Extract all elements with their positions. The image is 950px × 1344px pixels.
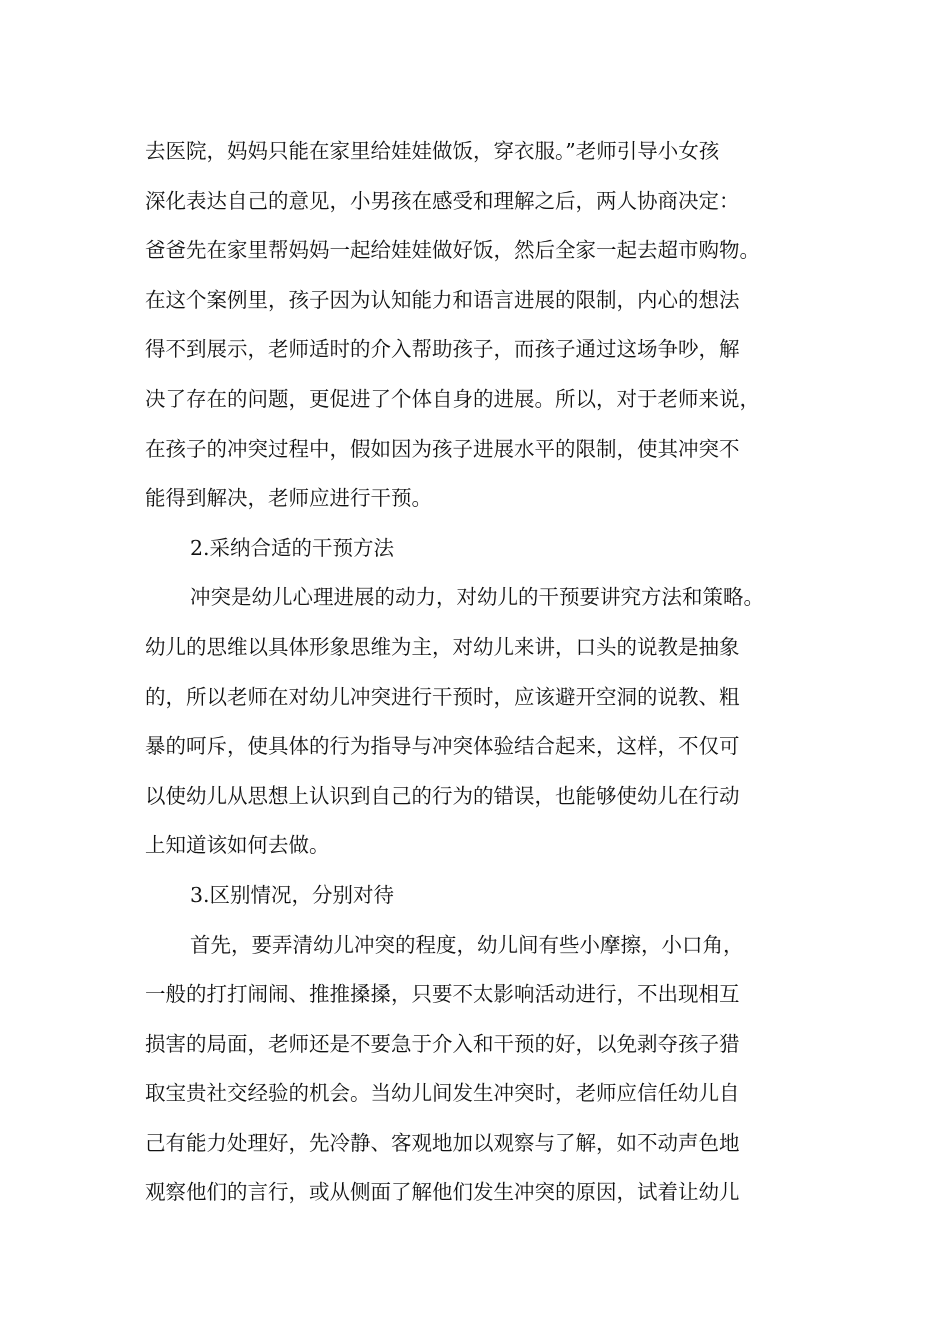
paragraph-start-line: 3.区别情况，分别对待 (190, 882, 395, 907)
text-line: 在孩子的冲突过程中，假如因为孩子进展水平的限制，使其冲突不 (145, 436, 740, 461)
text-line: 决了存在的问题，更促进了个体自身的进展。所以，对于老师来说， (145, 386, 760, 411)
text-line: 爸爸先在家里帮妈妈一起给娃娃做好饭，然后全家一起去超市购物。 (145, 238, 760, 263)
paragraph-start-line: 2.采纳合适的干预方法 (190, 535, 395, 560)
text-line: 观察他们的言行，或从侧面了解他们发生冲突的原因，试着让幼儿 (145, 1180, 740, 1205)
document-body (145, 127, 835, 1218)
text-line: 损害的局面，老师还是不要急于介入和干预的好，以免剥夺孩子猎 (145, 1031, 740, 1056)
text-line: 上知道该如何去做。 (145, 833, 330, 858)
paragraph-start-line: 首先，要弄清幼儿冲突的程度，幼儿间有些小摩擦，小口角， (190, 932, 744, 957)
text-line: 以使幼儿从思想上认识到自己的行为的错误，也能够使幼儿在行动 (145, 783, 740, 808)
text-line: 的，所以老师在对幼儿冲突进行干预时，应该避开空洞的说教、粗 (145, 684, 740, 709)
text-line: 在这个案例里，孩子因为认知能力和语言进展的限制，内心的想法 (145, 287, 740, 312)
text-line: 能得到解决，老师应进行干预。 (145, 486, 432, 511)
text-line: 己有能力处理好，先冷静、客观地加以观察与了解，如不动声色地 (145, 1130, 740, 1155)
text-line: 去医院，妈妈只能在家里给娃娃做饭，穿衣服。”老师引导小女孩 (145, 139, 720, 163)
text-line: 得不到展示，老师适时的介入帮助孩子，而孩子通过这场争吵，解 (145, 337, 740, 362)
paragraph-start-line: 冲突是幼儿心理进展的动力，对幼儿的干预要讲究方法和策略。 (190, 585, 764, 610)
text-line: 一般的打打闹闹、推推搡搡，只要不太影响活动进行，不出现相互 (145, 982, 740, 1007)
text-line: 取宝贵社交经验的机会。当幼儿间发生冲突时，老师应信任幼儿自 (145, 1081, 740, 1106)
text-line: 深化表达自己的意见，小男孩在感受和理解之后，两人协商决定： (145, 188, 740, 213)
text-line: 幼儿的思维以具体形象思维为主，对幼儿来讲，口头的说教是抽象 (145, 634, 740, 659)
text-line: 暴的呵斥，使具体的行为指导与冲突体验结合起来，这样，不仅可 (145, 734, 740, 759)
